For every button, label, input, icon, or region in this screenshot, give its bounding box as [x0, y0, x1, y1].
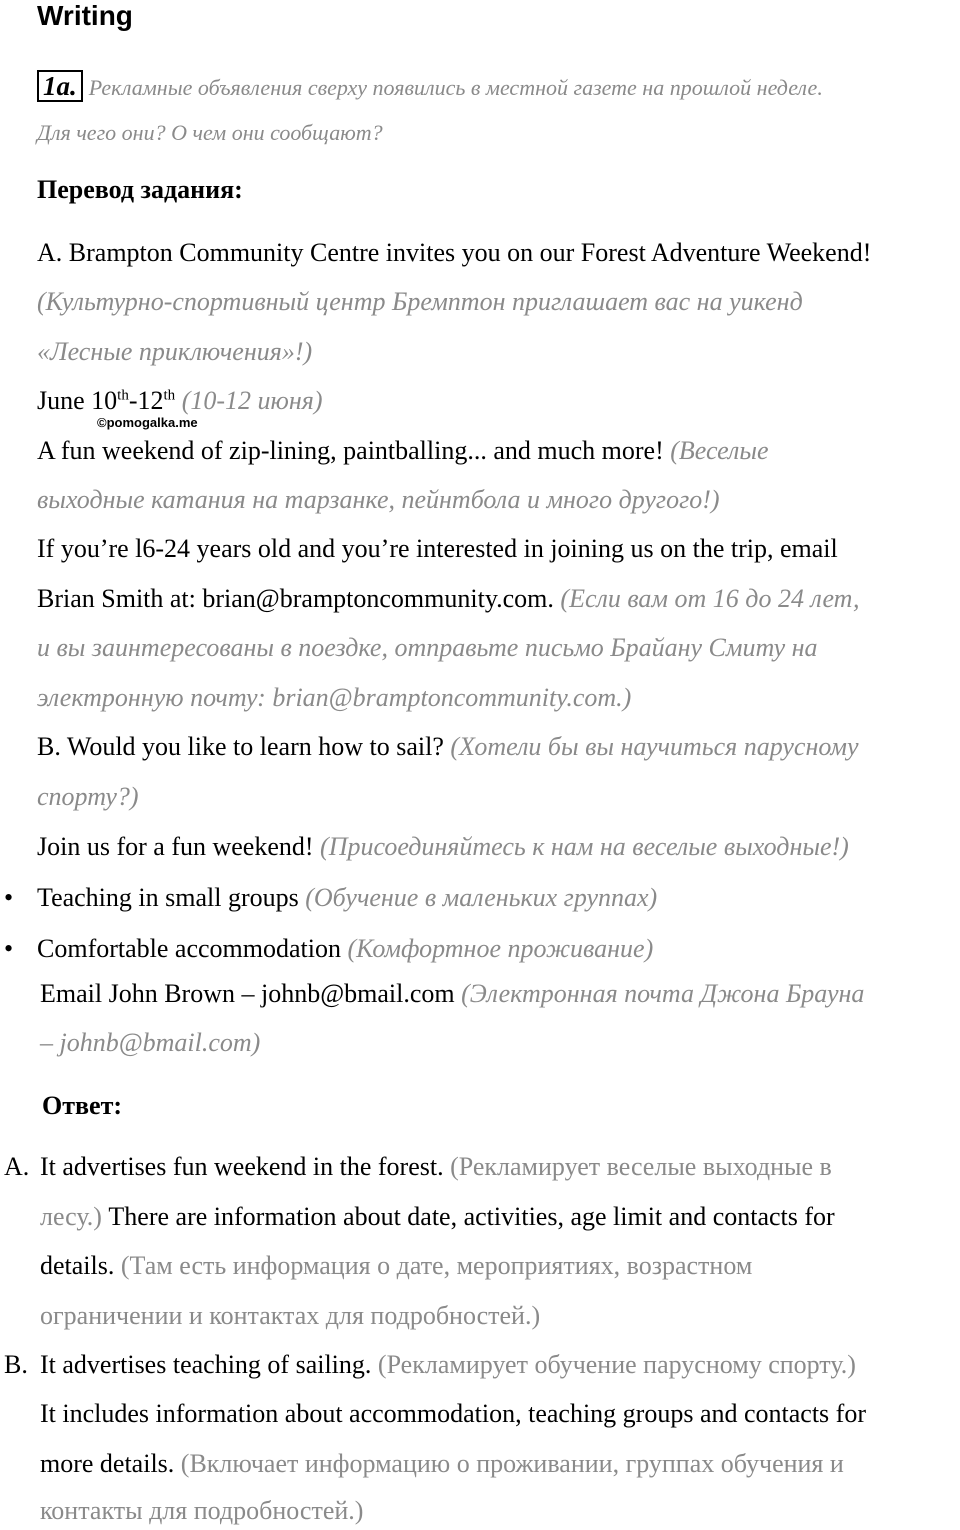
bullet-text: Comfortable accommodation: [37, 934, 341, 963]
answer-a-text-3: details.: [40, 1251, 115, 1280]
task-line-2: Для чего они? О чем они сообщают?: [37, 120, 383, 145]
ad-a-date: [37, 385, 322, 417]
ad-a-title-translation-1: (Культурно-спортивный центр Бремптон приглашает вас на уикенд: [37, 287, 803, 316]
answer-a-text-1: It advertises fun weekend in the forest.: [40, 1152, 444, 1181]
if-text-2: Brian Smith at: brian@bramptoncommunity.com.: [37, 584, 554, 613]
email-translation-2: – johnb@bmail.com): [40, 1028, 261, 1057]
ad-a-fun: [37, 435, 769, 467]
answer-b-translation-1: (Рекламирует обучение парусному спорту.): [377, 1350, 856, 1379]
date-suffix-2: th: [163, 387, 176, 404]
answer-a-line-1: [40, 1151, 832, 1183]
bullet-item: [37, 882, 657, 914]
join-translation: (Присоединяйтесь к нам на веселые выходные!): [320, 832, 849, 861]
if-translation-1: (Если вам от 16 до 24 лет,: [560, 584, 860, 613]
email-text: Email John Brown – johnb@bmail.com: [40, 979, 455, 1008]
answer-b-text-3: more details.: [40, 1449, 175, 1478]
ad-b-join: [37, 831, 849, 863]
ad-a-title: A. Brampton Community Centre invites you on our Forest Adventure Weekend!: [37, 238, 872, 267]
task-line-1: [37, 70, 823, 104]
ad-b-question-translation-1: (Хотели бы вы научиться парусному: [450, 732, 859, 761]
join-text: Join us for a fun weekend!: [37, 832, 314, 861]
answer-a-translation-4: ограничении и контактах для подробностей.): [40, 1301, 541, 1330]
task-number-badge: 1a.: [37, 70, 83, 102]
answer-b-text-1: It advertises teaching of sailing.: [40, 1350, 372, 1379]
answer-b-line-1: [40, 1349, 856, 1381]
ad-b-title: [37, 731, 859, 763]
answer-a-translation-3: (Там есть информация о дате, мероприятиях, возрастном: [120, 1251, 753, 1280]
ad-b-question-translation-2: спорту?): [37, 782, 139, 811]
bullet-translation: (Комфортное проживание): [347, 934, 654, 963]
bullet-dot: •: [4, 883, 14, 912]
task-text: Рекламные объявления сверху появились в местной газете на прошлой неделе.: [88, 75, 823, 100]
date-suffix-1: th: [117, 387, 129, 404]
fun-translation-2: выходные катания на тарзанке, пейнтбола и много другого!): [37, 485, 720, 514]
if-translation-3: электронную почту: brian@bramptoncommunity.com.): [37, 683, 632, 712]
bullet-item: [37, 933, 653, 965]
fun-translation-1: (Веселые: [670, 436, 769, 465]
email-translation-1: (Электронная почта Джона Брауна: [461, 979, 865, 1008]
if-translation-2: и вы заинтересованы в поездке, отправьте письмо Брайану Смиту на: [37, 633, 818, 662]
answer-b-label: B.: [4, 1350, 28, 1379]
ad-a-if-2: [37, 583, 860, 615]
answer-a-text-2: There are information about date, activities, age limit and contacts for: [108, 1202, 835, 1231]
answer-b-translation-4: контакты для подробностей.): [40, 1496, 364, 1525]
translation-heading: Перевод задания:: [37, 175, 243, 204]
section-heading: Writing: [37, 0, 133, 31]
answer-b-line-2: It includes information about accommodation, teaching groups and contacts for: [40, 1399, 866, 1428]
ad-b-question: B. Would you like to learn how to sail?: [37, 732, 444, 761]
fun-text: A fun weekend of zip-lining, paintballing... and much more!: [37, 436, 664, 465]
date-dash: -12: [128, 386, 164, 415]
bullet-text: Teaching in small groups: [37, 883, 299, 912]
date-june: June 10: [37, 386, 118, 415]
answer-b-line-3: [40, 1448, 844, 1480]
bullet-dot: •: [4, 934, 14, 963]
bullet-translation: (Обучение в маленьких группах): [305, 883, 658, 912]
answer-a-line-2: [40, 1201, 835, 1233]
watermark: ©pomogalka.me: [97, 415, 198, 430]
answer-heading: Ответ:: [42, 1091, 123, 1120]
answer-a-translation-1: (Рекламирует веселые выходные в: [450, 1152, 832, 1181]
ad-a-if-1: If you’re l6-24 years old and you’re interested in joining us on the trip, email: [37, 534, 838, 563]
ad-b-email: [40, 978, 864, 1010]
answer-b-translation-3: (Включает информацию о проживании, группах обучения и: [180, 1449, 844, 1478]
date-translation: (10-12 июня): [181, 386, 323, 415]
ad-a-title-translation-2: «Лесные приключения»!): [37, 337, 313, 366]
answer-a-line-3: [40, 1250, 752, 1282]
answer-a-translation-2: лесу.): [40, 1202, 102, 1231]
answer-a-label: A.: [4, 1152, 30, 1181]
